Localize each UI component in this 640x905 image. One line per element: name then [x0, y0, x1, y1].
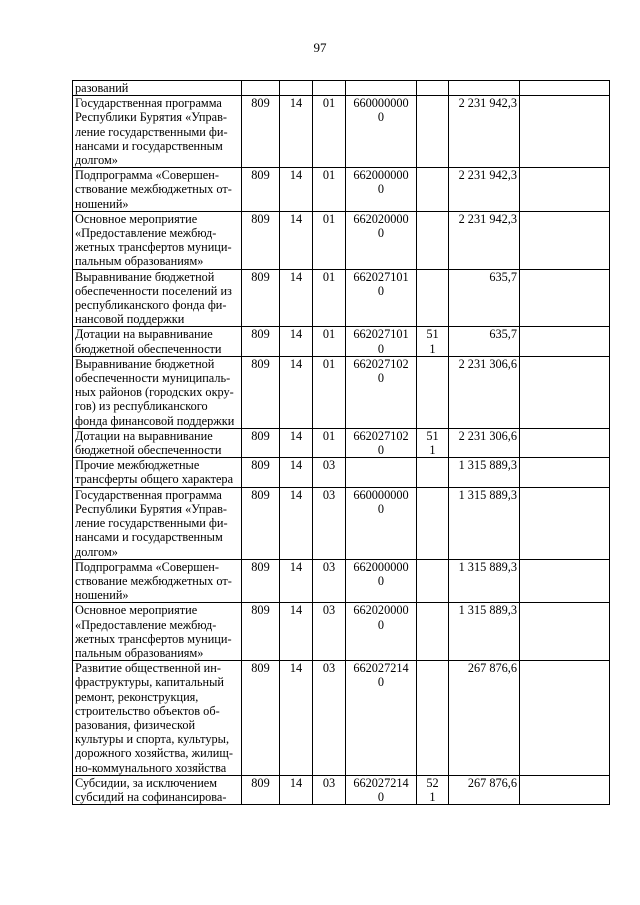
cell-subsection: 01: [313, 168, 346, 212]
cell-empty: [520, 775, 610, 804]
cell-amount: 2 231 306,6: [449, 356, 520, 428]
cell-amount: 635,7: [449, 269, 520, 327]
cell-expense-type: [417, 559, 449, 603]
cell-expense-type: [417, 458, 449, 487]
budget-table-body: [73, 81, 610, 805]
cell-expense-type: [417, 269, 449, 327]
cell-subsection: 03: [313, 775, 346, 804]
cell-expense-type: 52 1: [417, 775, 449, 804]
cell-target-article: 660000000 0: [346, 96, 417, 168]
cell-name: Субсидии, за исключением субсидий на софинансирова-: [73, 775, 242, 804]
cell-empty: [520, 487, 610, 559]
cell-gov-code: 809: [242, 487, 280, 559]
cell-expense-type: [417, 661, 449, 776]
cell-name: Государственная программа Республики Бурятия «Управ- ление государственными фи- нансами и государственным долгом»: [73, 487, 242, 559]
table-row: [73, 428, 610, 457]
cell-empty: [520, 211, 610, 269]
table-row: [73, 211, 610, 269]
cell-amount: 1 315 889,3: [449, 458, 520, 487]
cell-expense-type: [417, 96, 449, 168]
cell-name: Подпрограмма «Совершен- ствование межбюджетных от- ношений»: [73, 168, 242, 212]
table-row: [73, 661, 610, 776]
cell-expense-type: 51 1: [417, 327, 449, 356]
cell-expense-type: [417, 603, 449, 661]
cell-amount: 2 231 942,3: [449, 168, 520, 212]
cell-empty: [520, 458, 610, 487]
table-row: [73, 559, 610, 603]
cell-subsection: 01: [313, 96, 346, 168]
cell-gov-code: 809: [242, 458, 280, 487]
cell-target-article: [346, 458, 417, 487]
cell-amount: 1 315 889,3: [449, 603, 520, 661]
cell-section: 14: [280, 168, 313, 212]
cell-section: [280, 81, 313, 96]
cell-expense-type: [417, 356, 449, 428]
cell-subsection: 03: [313, 487, 346, 559]
cell-subsection: 01: [313, 428, 346, 457]
table-row: [73, 603, 610, 661]
cell-subsection: 03: [313, 559, 346, 603]
cell-gov-code: 809: [242, 269, 280, 327]
cell-empty: [520, 661, 610, 776]
cell-name: Основное мероприятие «Предоставление межбюд- жетных трансфертов муници- пальным образованиям»: [73, 603, 242, 661]
cell-subsection: 01: [313, 356, 346, 428]
cell-gov-code: 809: [242, 211, 280, 269]
cell-section: 14: [280, 661, 313, 776]
cell-amount: 1 315 889,3: [449, 559, 520, 603]
cell-empty: [520, 603, 610, 661]
cell-expense-type: [417, 487, 449, 559]
cell-section: 14: [280, 559, 313, 603]
cell-target-article: 660000000 0: [346, 487, 417, 559]
cell-name: Развитие общественной ин- фраструктуры, капитальный ремонт, реконструкция, строительство объектов об- разования, физической культуры и спорта, культуры, дорожного хозяйства, жилищ- но-коммунального хозяйства: [73, 661, 242, 776]
cell-name: разований: [73, 81, 242, 96]
cell-empty: [520, 168, 610, 212]
cell-subsection: 01: [313, 211, 346, 269]
cell-gov-code: 809: [242, 428, 280, 457]
cell-gov-code: 809: [242, 775, 280, 804]
cell-empty: [520, 356, 610, 428]
table-row: [73, 81, 610, 96]
cell-gov-code: 809: [242, 603, 280, 661]
cell-target-article: 662027102 0: [346, 356, 417, 428]
cell-name: Выравнивание бюджетной обеспеченности поселений из республиканского фонда фи- нансовой поддержки: [73, 269, 242, 327]
cell-section: 14: [280, 428, 313, 457]
cell-subsection: 03: [313, 603, 346, 661]
cell-name: Основное мероприятие «Предоставление межбюд- жетных трансфертов муници- пальным образованиям»: [73, 211, 242, 269]
cell-amount: 267 876,6: [449, 775, 520, 804]
cell-section: 14: [280, 487, 313, 559]
cell-empty: [520, 81, 610, 96]
cell-section: 14: [280, 603, 313, 661]
cell-section: 14: [280, 775, 313, 804]
cell-gov-code: [242, 81, 280, 96]
cell-section: 14: [280, 211, 313, 269]
table-row: [73, 269, 610, 327]
table-row: [73, 96, 610, 168]
cell-expense-type: [417, 168, 449, 212]
cell-gov-code: 809: [242, 559, 280, 603]
cell-amount: 1 315 889,3: [449, 487, 520, 559]
cell-gov-code: 809: [242, 168, 280, 212]
cell-gov-code: 809: [242, 327, 280, 356]
table-row: [73, 775, 610, 804]
cell-empty: [520, 428, 610, 457]
cell-section: 14: [280, 269, 313, 327]
cell-amount: 635,7: [449, 327, 520, 356]
cell-amount: 2 231 306,6: [449, 428, 520, 457]
table-row: [73, 356, 610, 428]
cell-name: Дотации на выравнивание бюджетной обеспеченности: [73, 327, 242, 356]
cell-target-article: 662000000 0: [346, 168, 417, 212]
cell-subsection: [313, 81, 346, 96]
cell-name: Выравнивание бюджетной обеспеченности муниципаль- ных районов (городских окру- гов) из республиканского фонда финансовой поддержки: [73, 356, 242, 428]
cell-section: 14: [280, 458, 313, 487]
cell-amount: 2 231 942,3: [449, 96, 520, 168]
cell-target-article: 662027214 0: [346, 775, 417, 804]
cell-empty: [520, 269, 610, 327]
cell-section: 14: [280, 327, 313, 356]
cell-subsection: 03: [313, 661, 346, 776]
cell-subsection: 01: [313, 269, 346, 327]
cell-expense-type: 51 1: [417, 428, 449, 457]
cell-name: Прочие межбюджетные трансферты общего характера: [73, 458, 242, 487]
cell-section: 14: [280, 356, 313, 428]
budget-table: [72, 80, 610, 805]
cell-gov-code: 809: [242, 96, 280, 168]
cell-expense-type: [417, 211, 449, 269]
cell-target-article: 662027214 0: [346, 661, 417, 776]
cell-amount: 2 231 942,3: [449, 211, 520, 269]
cell-target-article: 662027101 0: [346, 327, 417, 356]
cell-name: Дотации на выравнивание бюджетной обеспеченности: [73, 428, 242, 457]
cell-subsection: 03: [313, 458, 346, 487]
cell-gov-code: 809: [242, 661, 280, 776]
table-row: [73, 327, 610, 356]
table-row: [73, 487, 610, 559]
cell-empty: [520, 559, 610, 603]
cell-gov-code: 809: [242, 356, 280, 428]
cell-empty: [520, 327, 610, 356]
cell-name: Подпрограмма «Совершен- ствование межбюджетных от- ношений»: [73, 559, 242, 603]
cell-amount: [449, 81, 520, 96]
table-row: [73, 168, 610, 212]
cell-target-article: 662027101 0: [346, 269, 417, 327]
cell-target-article: 662020000 0: [346, 211, 417, 269]
cell-subsection: 01: [313, 327, 346, 356]
page-number: 97: [313, 40, 327, 55]
cell-target-article: 662020000 0: [346, 603, 417, 661]
cell-target-article: [346, 81, 417, 96]
cell-expense-type: [417, 81, 449, 96]
cell-target-article: 662000000 0: [346, 559, 417, 603]
cell-name: Государственная программа Республики Бурятия «Управ- ление государственными фи- нансами и государственным долгом»: [73, 96, 242, 168]
cell-target-article: 662027102 0: [346, 428, 417, 457]
cell-section: 14: [280, 96, 313, 168]
cell-empty: [520, 96, 610, 168]
cell-amount: 267 876,6: [449, 661, 520, 776]
table-row: [73, 458, 610, 487]
